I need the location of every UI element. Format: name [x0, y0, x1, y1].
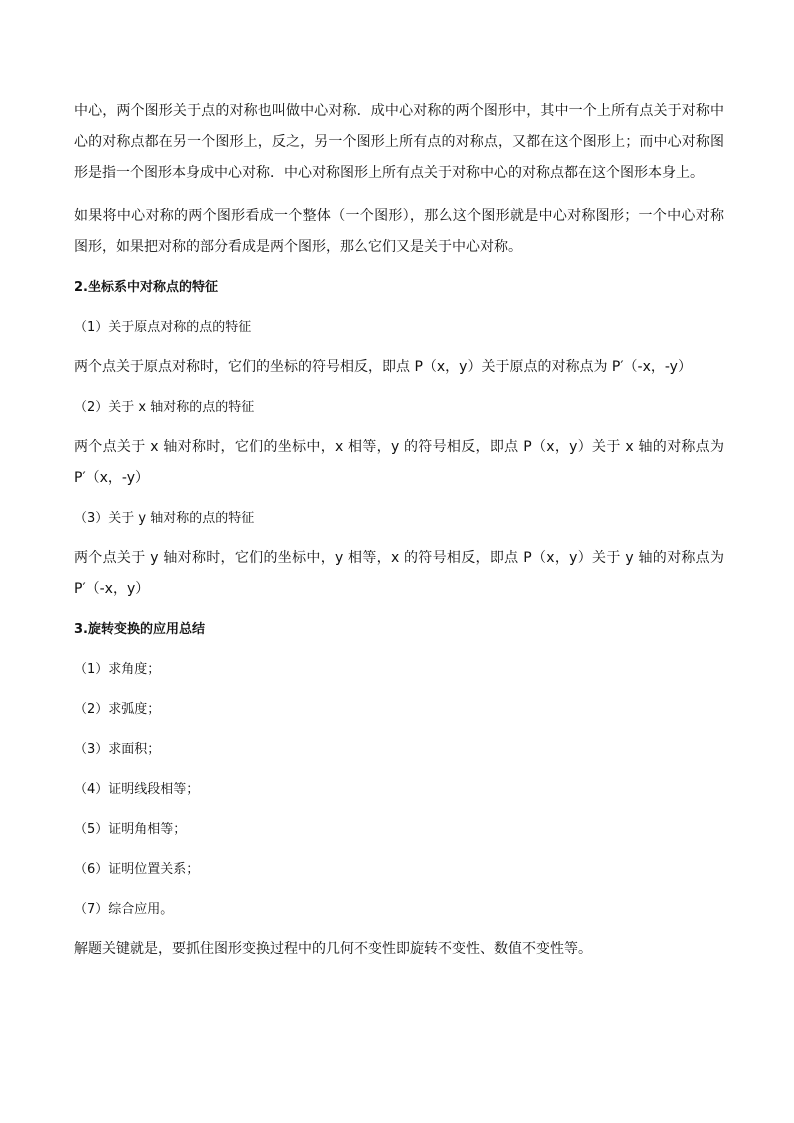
section-2-item-1-text: 两个点关于原点对称时，它们的坐标的符号相反，即点 P（x，y）关于原点的对称点为 P′（-x，-y）: [74, 359, 692, 375]
section-2-item-2-text: 两个点关于 x 轴对称时，它们的坐标中，x 相等，y 的符号相反，即点 P（x，y）关于 x 轴的对称点为 P′（x，-y）: [74, 439, 724, 486]
section-2-item-2-title: （2）关于 x 轴对称的点的特征: [74, 400, 255, 415]
intro-paragraph-1: 中心，两个图形关于点的对称也叫做中心对称．成中心对称的两个图形中，其中一个上所有点关于对称中心的对称点都在另一个图形上，反之，另一个图形上所有点的对称点，又都在这个图形上；而中心对称图形是指一个图形本身成中心对称．中心对称图形上所有点关于对称中心的对称点都在这个图形本身上。: [74, 103, 724, 181]
section-2: [74, 272, 724, 605]
section-3-item: （3）求面积；: [74, 742, 161, 757]
section-3: [74, 614, 724, 965]
section-3-item: （6）证明位置关系；: [74, 862, 200, 877]
section-3-item: （5）证明角相等；: [74, 822, 187, 837]
section-2-item-3-title: （3）关于 y 轴对称的点的特征: [74, 511, 255, 526]
intro-paragraph-2: 如果将中心对称的两个图形看成一个整体（一个图形），那么这个图形就是中心对称图形；一个中心对称图形，如果把对称的部分看成是两个图形，那么它们又是关于中心对称。: [74, 208, 724, 255]
section-3-item: （1）求角度；: [74, 662, 161, 677]
section-3-item: （7）综合应用。: [74, 902, 174, 917]
section-3-heading: 3.旋转变换的应用总结: [74, 622, 205, 637]
document-page: [74, 96, 724, 965]
section-2-heading: 2.坐标系中对称点的特征: [74, 280, 218, 295]
section-3-conclusion: 解题关键就是，要抓住图形变换过程中的几何不变性即旋转不变性、数值不变性等。: [74, 941, 592, 957]
section-3-item: （4）证明线段相等；: [74, 782, 200, 797]
section-2-item-3-text: 两个点关于 y 轴对称时，它们的坐标中，y 相等，x 的符号相反，即点 P（x，y）关于 y 轴的对称点为 P′（-x，y）: [74, 550, 724, 597]
section-3-item: （2）求弧度；: [74, 702, 161, 717]
section-2-item-1-title: （1）关于原点对称的点的特征: [74, 320, 252, 335]
